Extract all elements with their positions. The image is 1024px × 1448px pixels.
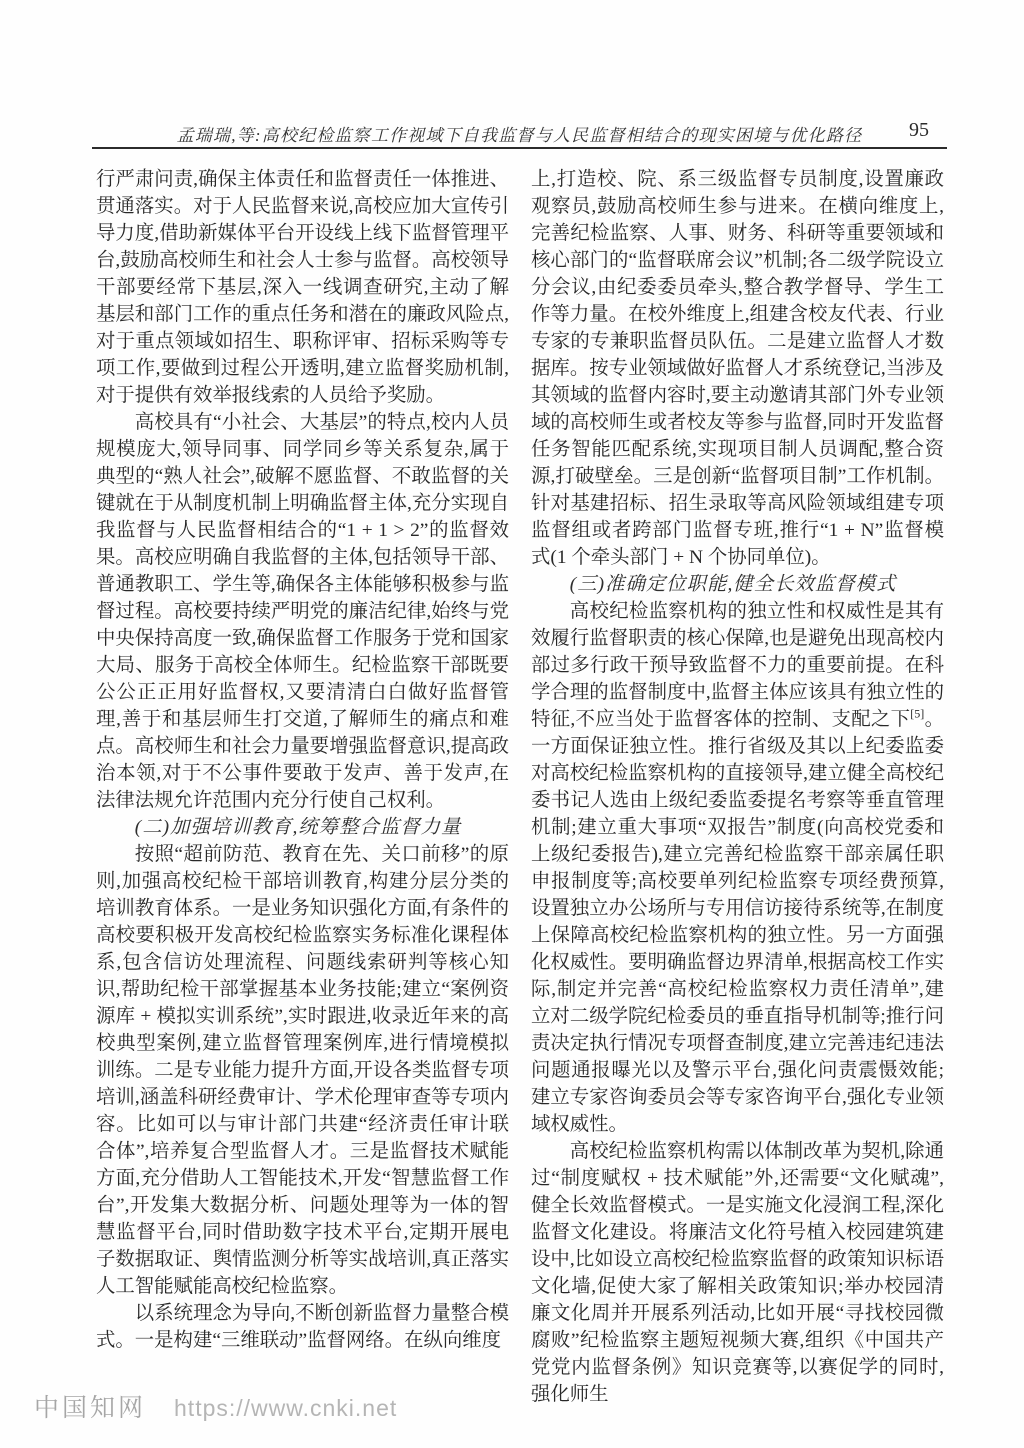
page-number: 95 (909, 119, 929, 141)
body-paragraph: 高校纪检监察机构需以体制改革为契机,除通过“制度赋权 + 技术赋能”外,还需要“文化赋魂”,健全长效监督模式。一是实施文化浸润工程,深化监督文化建设。将廉洁文化符号植入校园建筑建设中,比如设立高校纪检监察监督的政策知识标语文化墙,促使大家了解相关政策知识;举办校园清廉文化周并开展系列活动,比如开展“寻找校园微腐败”纪检监察主题短视频大赛,组织《中国共产党党内监督条例》知识竞赛等,以赛促学的同时,强化师生 (531, 1141, 944, 1405)
body-paragraph: 行严肃问责,确保主体责任和监督责任一体推进、贯通落实。对于人民监督来说,高校应加大宣传引导力度,借助新媒体平台开设线上线下监督管理平台,鼓励高校师生和社会人士参与监督。高校领导干部要经常下基层,深入一线调查研究,主动了解基层和部门工作的重点任务和潜在的廉政风险点,对于重点领域如招生、职称评审、招标采购等专项工作,要做到过程公开透明,建立监督奖励机制,对于提供有效举报线索的人员给予奖励。 (96, 169, 509, 406)
cnki-logo-text: 中国知网 (34, 1394, 147, 1422)
section-heading: (三)准确定位职能,健全长效监督模式 (569, 574, 897, 595)
right-column (531, 166, 944, 1408)
body-paragraph: 按照“超前防范、教育在先、关口前移”的原则,加强高校纪检干部培训教育,构建分层分类的培训教育体系。一是业务知识强化方面,有条件的高校要积极开发高校纪检监察实务标准化课程体系,包含信访处理流程、问题线索研判等核心知识,帮助纪检干部掌握基本业务技能;建立“案例资源库 + 模拟实训系统”,实时跟进,收录近年来的高校典型案例,建立监督管理案例库,进行情境模拟训练。二是专业能力提升方面,开设各类监督专项培训,涵盖科研经费审计、学术伦理审查等专项内容。比如可以与审计部门共建“经济责任审计联合体”,培养复合型监督人才。三是监督技术赋能方面,充分借助人工智能技术,开发“智慧监督工作台”,开发集大数据分析、问题处理等为一体的智慧监督平台,同时借助数字技术平台,定期开展电子数据取证、舆情监测分析等实战培训,真正落实人工智能赋能高校纪检监察。 (96, 844, 509, 1297)
body-paragraph: 高校纪检监察机构的独立性和权威性是其有效履行监督职责的核心保障,也是避免出现高校内部过多行政干预导致监督不力的重要前提。在科学合理的监督制度中,监督主体应该具有独立性的特征,不应当处于监督客体的控制、支配之下[5]。一方面保证独立性。推行省级及其以上纪委监委对高校纪检监察机构的直接领导,建立健全高校纪委书记人选由上级纪委监委提名考察等垂直管理机制;建立重大事项“双报告”制度(向高校党委和上级纪委报告),建立完善纪检监察干部亲属任职申报制度等;高校要单列纪检监察专项经费预算,设置独立办公场所与专用信访接待系统等,在制度上保障高校纪检监察机构的独立性。另一方面强化权威性。要明确监督边界清单,根据高校工作实际,制定并完善“高校纪检监察权力责任清单”,建立对二级学院纪检委员的垂直指导机制等;推行问责决定执行情况专项督查制度,建立完善违纪违法问题通报曝光以及警示平台,强化问责震慑效能;建立专家咨询委员会等专家咨询平台,强化专业领域权威性。 (531, 601, 944, 1135)
header-rule (92, 147, 947, 149)
body-paragraph: 上,打造校、院、系三级监督专员制度,设置廉政观察员,鼓励高校师生参与进来。在横向维度上,完善纪检监察、人事、财务、科研等重要领域和核心部门的“监督联席会议”机制;各二级学院设立分会议,由纪委委员牵头,整合教学督导、学生工作等力量。在校外维度上,组建含校友代表、行业专家的专兼职监督员队伍。二是建立监督人才数据库。按专业领域做好监督人才系统登记,当涉及其领域的监督内容时,要主动邀请其部门外专业领域的高校师生或者校友等参与监督,同时开发监督任务智能匹配系统,实现项目制人员调配,整合资源,打破壁垒。三是创新“监督项目制”工作机制。针对基建招标、招生录取等高风险领域组建专项监督组或者跨部门监督专班,推行“1 + N”监督模式(1 个牵头部门 + N 个协同单位)。 (531, 169, 944, 568)
body-paragraph: 以系统理念为导向,不断创新监督力量整合模式。一是构建“三维联动”监督网络。在纵向维度 (96, 1303, 509, 1351)
left-column (96, 166, 509, 1354)
cnki-watermark (34, 1388, 397, 1424)
cnki-url: https://www.cnki.net (174, 1395, 398, 1421)
page-header (92, 121, 947, 147)
section-heading: (二)加强培训教育,统筹整合监督力量 (134, 817, 462, 838)
running-title: 孟瑞瑞,等:高校纪检监察工作视域下自我监督与人民监督相结合的现实困境与优化路径 (176, 126, 863, 145)
citation-superscript: [5] (910, 706, 925, 721)
body-paragraph: 高校具有“小社会、大基层”的特点,校内人员规模庞大,领导同事、同学同乡等关系复杂,属于典型的“熟人社会”,破解不愿监督、不敢监督的关键就在于从制度机制上明确监督主体,充分实现自我监督与人民监督相结合的“1 + 1 > 2”的监督效果。高校应明确自我监督的主体,包括领导干部、普通教职工、学生等,确保各主体能够积极参与监督过程。高校要持续严明党的廉洁纪律,始终与党中央保持高度一致,确保监督工作服务于党和国家大局、服务于高校全体师生。纪检监察干部既要公公正正用好监督权,又要清清白白做好监督管理,善于和基层师生打交道,了解师生的痛点和难点。高校师生和社会力量要增强监督意识,提高政治本领,对于不公事件要敢于发声、善于发声,在法律法规允许范围内充分行使自己权利。 (96, 412, 509, 811)
